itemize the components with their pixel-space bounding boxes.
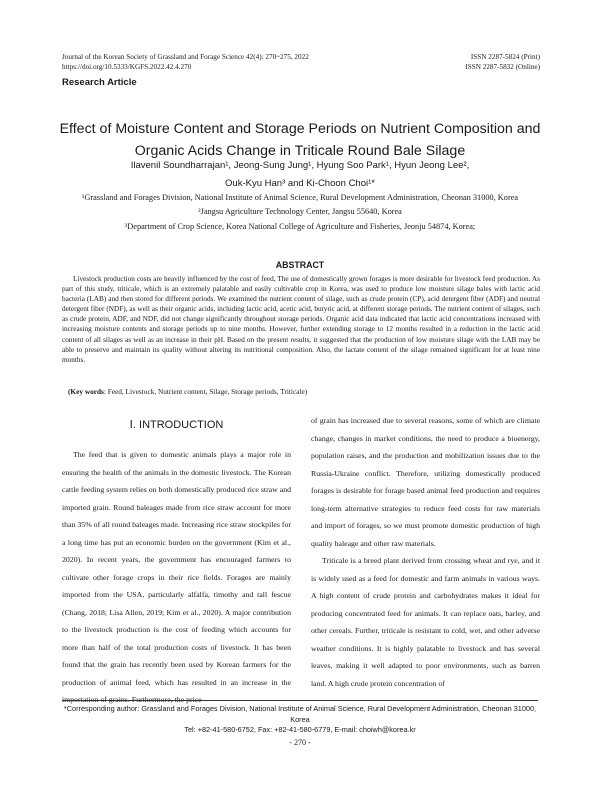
footnote-divider [62, 700, 538, 701]
issn-online: ISSN 2287-5832 (Online) [465, 63, 540, 71]
keywords-label: (Key words [68, 387, 104, 396]
intro-paragraph-triticale: Triticale is a breed plant derived from crossing wheat and rye, and it is widely used as a feed for domestic and farm animals in various ways. A high content of crude protein and carbohydrates makes it ideal for producing concentrated feed for animals. It can replace oats, barley, and other cereals. Further, triticale is resistant to cold, wet, and other adverse weather conditions. It is highly palatable to livestock and has several leaves, making it well adapted to poor environments, such as barren land. A high crude protein concentration of [311, 556, 540, 688]
page-number: - 270 - [289, 738, 311, 747]
intro-paragraph-continued: of grain has increased due to several reasons, some of which are climate change, changes in market conditions, the need to produce a bioenergy, population raises, and the production and mobilization issues due to the Russia-Ukraine conflict. Therefore, utilizing domestically produced forages is desirable for forage based animal feed production and requires long-term alternative strategies to reduce feed costs for raw materials and import of forages, so we must promote domestic production of high quality baleage and other raw materials. [311, 416, 540, 548]
intro-right-column [311, 412, 540, 692]
section-heading-introduction: Ⅰ. INTRODUCTION [129, 419, 224, 431]
authors-line-1: Ilavenil Soundharrajan¹, Jeong-Sung Jung¹, Hyung Soo Park¹, Hyun Jeong Lee², [130, 160, 470, 171]
affiliation-3: ³Department of Crop Science, Korea National College of Agriculture and Fisheries, Jeonju 54874, Korea; [124, 222, 476, 231]
title-line-1: Effect of Moisture Content and Storage Periods on Nutrient Composition and [59, 121, 541, 137]
doi-link[interactable]: https://doi.org/10.5333/KGFS.2022.42.4.270 [62, 63, 192, 71]
intro-left-column: The feed that is given to domestic animals plays a major role in ensuring the health of the animals in the domestic livestock. The Korean cattle feeding system relies on both domestically produced rice straw and imported grain. Round baleages made from rice straw account for more than 35% of all round baleages made. Increasing rice straw stockpiles for a long time has put an economic burden on the government (Kim et al., 2020). In recent years, the government has encouraged farmers to cultivate other forage crops in their rice fields. Forages are mainly imported from the USA, particularly alfalfa, timothy and tall fescue (Chang, 2018; Lisa Allen, 2019; Kim et al., 2020). A major contribution to the livestock production is the cost of feeding which accounts for more than half of the total production costs of livestock. It has been found that the grain has recently been used by Korean farmers for the production of animal feed, which has resulted in an increase in the importation of grains. Furthermore, the price [62, 450, 291, 704]
corresponding-address: *Corresponding author: Grassland and Forages Division, National Institute of Animal Science, Rural Development Administration, Cheonan 31000, Korea [63, 704, 537, 724]
keywords [68, 387, 538, 397]
abstract-heading: ABSTRACT [275, 260, 325, 270]
abstract-text: Livestock production costs are heavily influenced by the cost of feed, The use of domestically grown forages is more desirable for livestock feed production. As part of this study, triticale, which is an extremely palatable and easily cultivable crop in Korea, was used to produce low moisture silage bales with lactic acid bacteria (LAB) and then stored for different periods. We examined the nutrient content of silage, such as crude protein (CP), acid detergent fiber (ADF) and neutral detergent fiber (NDF), as well as their organic acids, including lactic acid, acetic acid, butyric acid, at different storage periods. The nutrient content of silages, such as crude protein, ADF, and NDF, did not change significantly throughout storage periods. Organic acid data indicated that lactic acid concentrations increased with increasing moisture contents and storage periods up to nine months. However, further extending storage to 12 months resulted in a reduction in the lactic acid content of all silages as well as an increase in their pH. Based on the present results, it suggested that the production of low moisture silage with the LAB may be able to preserve and maintain its quality without altering its nutritional composition. Also, the lactate content of the silage remained significant for at least nine months. [62, 275, 540, 364]
paper-title [40, 118, 560, 162]
affiliation-1: ¹Grassland and Forages Division, National Institute of Animal Science, Rural Development Administration, Cheonan 31000, Korea [81, 193, 519, 202]
article-type: Research Article [62, 77, 137, 88]
title-line-2: Organic Acids Change in Triticale Round Bale Silage [134, 143, 466, 159]
issn-print: ISSN 2287-5824 (Print) [470, 53, 540, 61]
author-list [40, 157, 560, 193]
journal-header [62, 52, 309, 72]
authors-line-2: Ouk-Kyu Han³ and Ki-Choon Choi¹* [225, 178, 375, 189]
corresponding-author-note [62, 704, 538, 736]
corresponding-contact: Tel: +82-41-580-6752, Fax: +82-41-580-6779, E-mail: choiwh@korea.kr [184, 725, 416, 734]
journal-citation: Journal of the Korean Society of Grassland and Forage Science 42(4): 270~275, 2022 [62, 53, 309, 61]
issn-block [465, 52, 540, 72]
keywords-list: : Feed, Livestock, Nutrient content, Silage, Storage periods, Triticale) [103, 387, 308, 396]
affiliation-2: ²Jangsu Agriculture Technology Center, Jangsu 55640, Korea [198, 207, 402, 216]
